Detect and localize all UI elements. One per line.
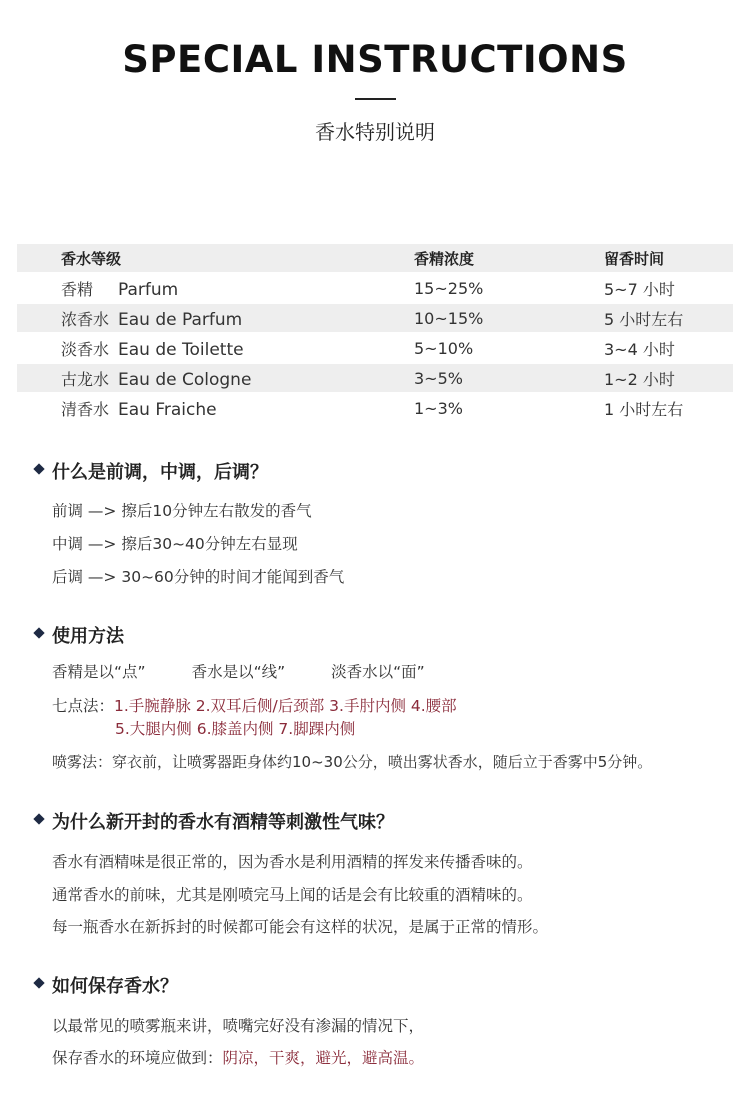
table-row — [17, 394, 733, 422]
diamond-bullet-icon — [33, 977, 44, 988]
seven-points-line — [52, 694, 457, 716]
top-note-line: 前调 —> 擦后10分钟左右散发的香气 — [52, 502, 312, 520]
concentration-cell: 15~25% — [414, 274, 604, 302]
column-header-concentration: 香精浓度 — [414, 244, 604, 272]
usage-types-line — [52, 660, 425, 682]
storage-line: 以最常见的喷雾瓶来讲，喷嘴完好没有渗漏的情况下， — [52, 1017, 425, 1035]
grade-cell — [17, 364, 414, 392]
table-row — [17, 274, 733, 302]
middle-note-line: 中调 —> 擦后30~40分钟左右显现 — [52, 535, 298, 553]
diamond-bullet-icon — [33, 813, 44, 824]
perfume-grades-table — [17, 242, 733, 424]
diamond-bullet-icon — [33, 627, 44, 638]
section-header — [0, 972, 750, 998]
grade-cn: 清香水 — [61, 399, 110, 419]
concentration-cell: 1~3% — [414, 394, 604, 422]
grade-cell — [17, 334, 414, 362]
alcohol-line: 通常香水的前味，尤其是刚喷完马上闻的话是会有比较重的酒精味的。 — [52, 886, 533, 904]
alcohol-line: 香水有酒精味是很正常的，因为香水是利用酒精的挥发来传播香味的。 — [52, 853, 533, 871]
usage-section — [0, 622, 750, 771]
grade-en: Eau de Toilette — [118, 339, 244, 360]
base-note-line: 后调 —> 30~60分钟的时间才能闻到香气 — [52, 568, 345, 586]
concentration-cell: 3~5% — [414, 364, 604, 392]
grade-cn: 古龙水 — [61, 369, 110, 389]
table-row — [17, 334, 733, 362]
alcohol-section — [0, 808, 750, 936]
duration-cell: 5 小时左右 — [604, 304, 733, 332]
type-eau-de-toilette: 淡香水以“面” — [331, 663, 425, 681]
section-title: 为什么新开封的香水有酒精等刺激性气味？ — [52, 812, 394, 833]
grade-cell — [17, 394, 414, 422]
section-title: 使用方法 — [52, 626, 124, 647]
concentration-cell: 5~10% — [414, 334, 604, 362]
duration-cell: 5~7 小时 — [604, 274, 733, 302]
grade-cell — [17, 304, 414, 332]
seven-points-label: 七点法： — [52, 697, 115, 715]
grade-cn: 香精 — [61, 279, 94, 299]
storage-conditions-line — [52, 1046, 424, 1068]
table-row — [17, 364, 733, 392]
type-parfum: 香精是以“点” — [52, 663, 146, 681]
section-header — [0, 458, 750, 484]
diamond-bullet-icon — [33, 463, 44, 474]
grade-cn: 淡香水 — [61, 339, 110, 359]
spray-method-line: 喷雾法：穿衣前，让喷雾器距身体约10~30公分，喷出雾状香水，随后立于香雾中5分钟。 — [52, 753, 653, 771]
storage-conditions-highlight: 阴凉，干爽，避光，避高温。 — [222, 1049, 425, 1067]
notes-section — [0, 458, 750, 586]
grade-cell — [17, 274, 414, 302]
grade-en: Eau de Parfum — [118, 309, 243, 330]
section-title: 什么是前调，中调，后调？ — [52, 462, 268, 483]
seven-points-continuation: 5.大腿内侧 6.膝盖内侧 7.脚踝内侧 — [115, 720, 356, 738]
section-header — [0, 808, 750, 834]
column-header-duration: 留香时间 — [604, 244, 733, 272]
duration-cell: 3~4 小时 — [604, 334, 733, 362]
seven-points-text: 1.手腕静脉 2.双耳后侧/后颈部 3.手肘内侧 4.腰部 — [114, 697, 457, 715]
storage-section — [0, 972, 750, 1067]
duration-cell: 1~2 小时 — [604, 364, 733, 392]
section-header — [0, 622, 750, 648]
alcohol-line: 每一瓶香水在新拆封的时候都可能会有这样的状况，是属于正常的情形。 — [52, 918, 549, 936]
table-row — [17, 304, 733, 332]
table-header-row — [17, 244, 733, 272]
title-divider — [355, 98, 396, 100]
page-title: SPECIAL INSTRUCTIONS — [122, 38, 628, 81]
concentration-cell: 10~15% — [414, 304, 604, 332]
grade-en: Parfum — [118, 279, 179, 300]
page-subtitle: 香水特别说明 — [315, 120, 435, 144]
storage-conditions-label: 保存香水的环境应做到： — [52, 1049, 223, 1067]
grade-cn: 浓香水 — [61, 309, 110, 329]
type-eau-de-parfum: 香水是以“线” — [191, 663, 286, 681]
grade-en: Eau Fraiche — [118, 399, 217, 420]
column-header-grade: 香水等级 — [17, 244, 414, 272]
grade-en: Eau de Cologne — [118, 369, 252, 390]
duration-cell: 1 小时左右 — [604, 394, 733, 422]
section-title: 如何保存香水？ — [52, 976, 178, 997]
